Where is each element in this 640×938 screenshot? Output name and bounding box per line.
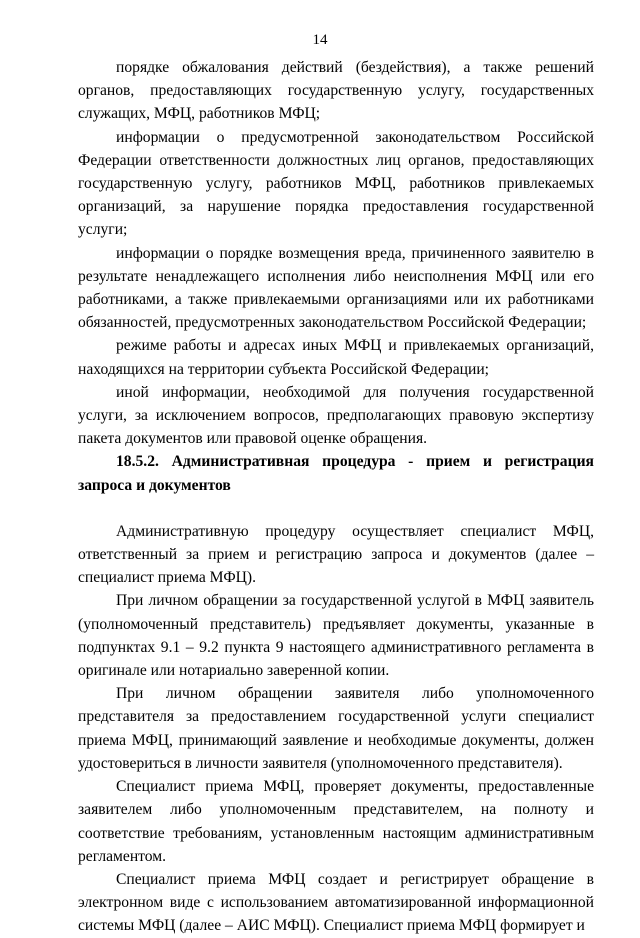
document-body	[78, 56, 594, 938]
body-paragraph: При личном обращении за государственной услугой в МФЦ заявитель (уполномоченный представитель) предъявляет документы, указанные в подпунктах 9.1 – 9.2 пункта 9 настоящего административного регламента в оригинале или нотариально заверенной копии.	[78, 592, 594, 680]
body-paragraph: При личном обращении заявителя либо уполномоченного представителя за предоставлением государственной услуги специалист приема МФЦ, принимающий заявление и необходимые документы, должен удостовериться в личности заявителя (уполномоченного представителя).	[78, 685, 594, 772]
body-paragraph: иной информации, необходимой для получения государственной услуги, за исключением вопросов, предполагающих правовую экспертизу пакета документов или правовой оценке обращения.	[78, 383, 594, 448]
body-paragraph: режиме работы и адресах иных МФЦ и привлекаемых организаций, находящихся на территории субъекта Российской Федерации;	[78, 337, 594, 378]
body-paragraph: информации о порядке возмещения вреда, причиненного заявителю в результате ненадлежащего исполнения либо неисполнения МФЦ или его работниками, а также привлекаемыми организациями или их работниками обязанностей, предусмотренных законодательством Российской Федерации;	[78, 244, 594, 332]
section-heading: 18.5.2. Административная процедура - прием и регистрация запроса и документов	[78, 453, 594, 494]
body-paragraph: Специалист приема МФЦ создает и регистрирует обращение в электронном виде с использованием автоматизированной информационной системы МФЦ (далее – АИС МФЦ). Специалист приема МФЦ формирует и	[78, 870, 594, 935]
body-paragraph: Специалист приема МФЦ, проверяет документы, предоставленные заявителем либо уполномоченным представителем, на полноту и соответствие требованиям, установленным настоящим административным регламентом.	[78, 778, 594, 865]
body-paragraph: порядке обжалования действий (бездействия), а также решений органов, предоставляющих государственную услугу, государственных служащих, МФЦ, работников МФЦ;	[78, 59, 594, 123]
body-paragraph: информации о предусмотренной законодательством Российской Федерации ответственности должностных лиц органов, предоставляющих государственную услугу, работников МФЦ, работников привлекаемых организаций, за нарушение порядка предоставления государственной услуги;	[78, 128, 594, 239]
body-paragraph: Административную процедуру осуществляет специалист МФЦ, ответственный за прием и регистрацию запроса и документов (далее – специалист приема МФЦ).	[78, 522, 594, 587]
page-number: 14	[312, 32, 328, 48]
